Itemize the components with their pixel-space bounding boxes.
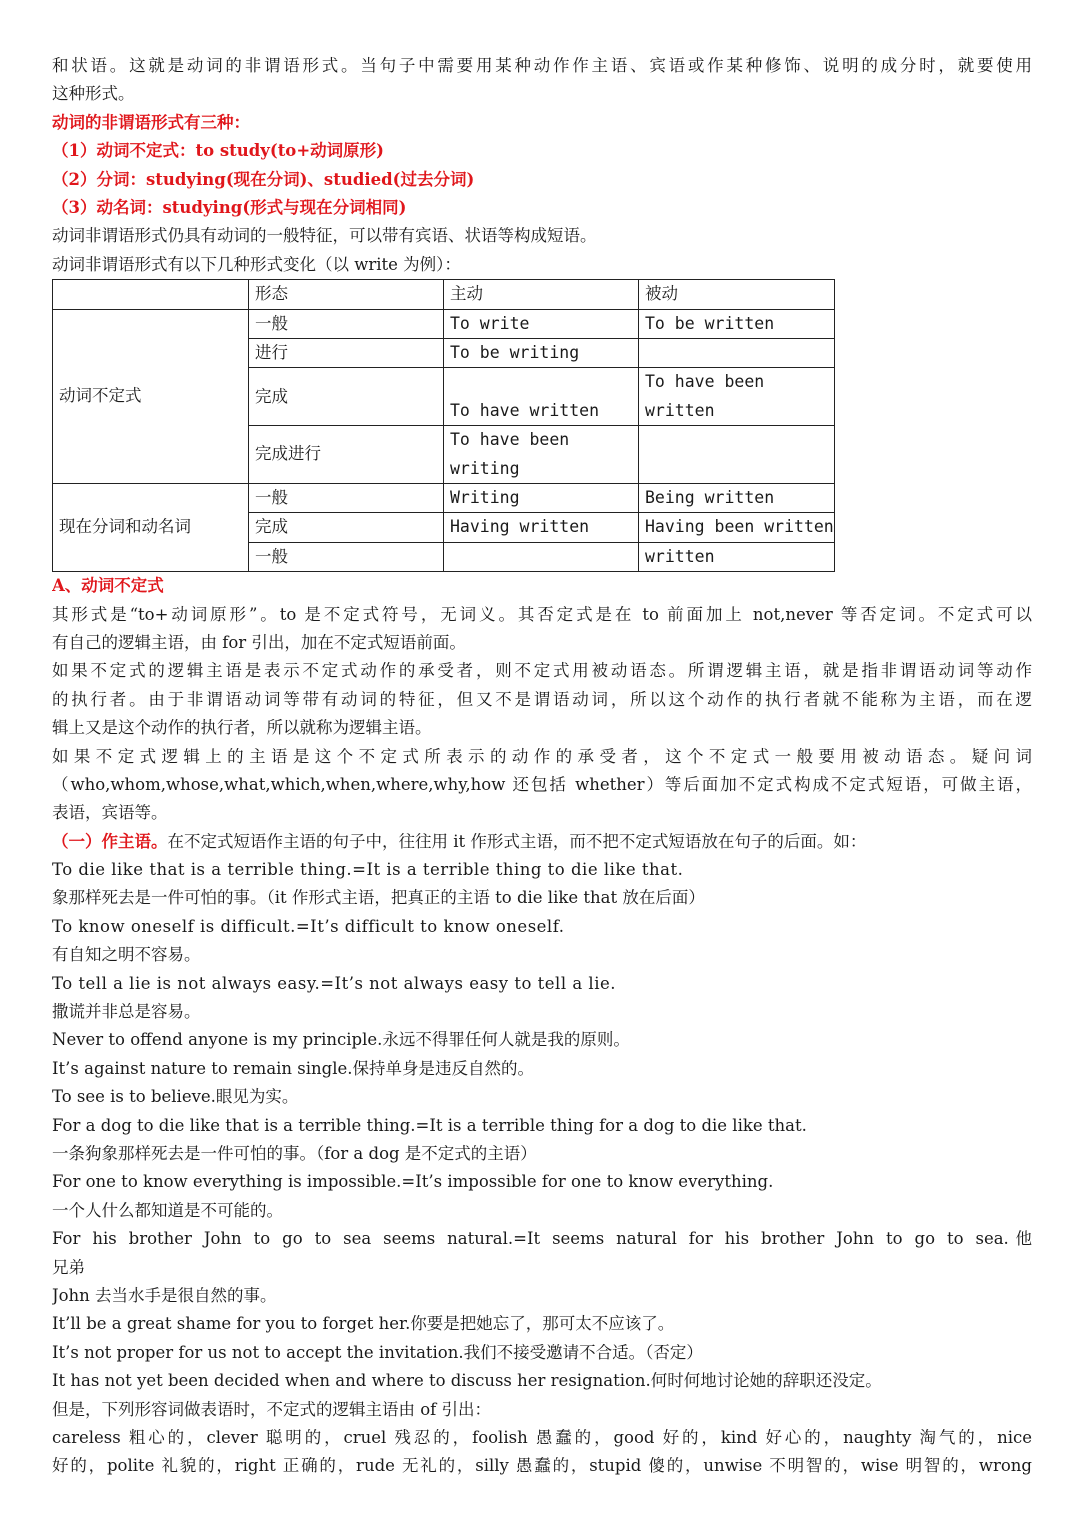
example-line: It’ll be a great shame for you to forget her.你要是把她忘了，那可太不应该了。: [52, 1314, 675, 1334]
table-row: [53, 483, 835, 512]
active-cell-line: writing: [450, 458, 520, 478]
paragraph-line: 如果不定式的逻辑主语是表示不定式动作的承受者，则不定式用被动语态。所谓逻辑主语，就是指非谓语动词等动作: [52, 661, 1032, 681]
form-item: （1）动词不定式：to study(to+动词原形): [52, 141, 384, 161]
example-line: For his brother John to go to sea seems natural.=It seems natural for his brother John to go to sea.他: [52, 1229, 1032, 1249]
verb-forms-table: [52, 279, 835, 572]
group-label-participle: 现在分词和动名词: [53, 483, 249, 571]
active-cell: To be writing: [444, 338, 639, 367]
document-page: [52, 52, 1032, 1481]
example-line: It’s against nature to remain single.保持单身是违反自然的。: [52, 1058, 535, 1078]
passive-cell: Being written: [639, 483, 835, 512]
intro-line: 和状语。这就是动词的非谓语形式。当句子中需要用某种动作作主语、宾语或作某种修饰、说明的成分时，就要使用: [52, 56, 1032, 75]
passive-cell: written: [639, 542, 835, 571]
paragraph-line: （who,whom,whose,what,which,when,where,why,how 还包括 whether）等后面加不定式构成不定式短语，可做主语，: [52, 774, 1032, 794]
features-line: 动词非谓语形式有以下几种形式变化（以 write 为例）：: [52, 254, 461, 274]
paragraph-line: 表语，宾语等。: [52, 803, 168, 823]
form-cell: 一般: [249, 483, 444, 512]
paragraph-line: 有自己的逻辑主语，由 for 引出，加在不定式短语前面。: [52, 632, 466, 652]
example-line: 象那样死去是一件可怕的事。（it 作形式主语，把真正的主语 to die like that 放在后面）: [52, 888, 705, 908]
table-header-cell: 主动: [444, 280, 639, 309]
form-cell: 完成: [249, 368, 444, 426]
passive-cell: Having been written: [639, 513, 835, 542]
form-cell: 进行: [249, 338, 444, 367]
passive-cell: [639, 368, 835, 426]
paragraph-line: 的执行者。由于非谓语动词等带有动词的特征，但又不是谓语动词，所以这个动作的执行者就不能称为主语，而在逻: [52, 689, 1032, 709]
active-cell: Writing: [444, 483, 639, 512]
example-line: For one to know everything is impossible.=It’s impossible for one to know everything.: [52, 1172, 774, 1192]
forms-heading: 动词的非谓语形式有三种：: [52, 112, 250, 132]
example-line: 好的，polite 礼貌的，right 正确的，rude 无礼的，silly 愚蠢的，stupid 傻的，unwise 不明智的，wise 明智的，wrong: [52, 1456, 1032, 1476]
table-header-cell: 形态: [249, 280, 444, 309]
active-cell: To have written: [444, 368, 639, 426]
form-item: （2）分词：studying(现在分词)、studied(过去分词): [52, 169, 475, 189]
example-line: It has not yet been decided when and where to discuss her resignation.何时何地讨论她的辞职还没定。: [52, 1371, 882, 1391]
form-cell: 完成进行: [249, 426, 444, 484]
passive-cell: To be written: [639, 309, 835, 338]
example-line: It’s not proper for us not to accept the invitation.我们不接受邀请不合适。（否定）: [52, 1342, 703, 1362]
example-line: 一条狗象那样死去是一件可怕的事。（for a dog 是不定式的主语）: [52, 1144, 537, 1163]
example-line: 兄弟: [52, 1257, 85, 1277]
active-cell: [444, 542, 639, 571]
form-cell: 一般: [249, 542, 444, 571]
table-header-cell: [53, 280, 249, 309]
example-line: John 去当水手是很自然的事。: [52, 1285, 277, 1305]
example-line: To know oneself is difficult.=It’s difficult to know oneself.: [52, 916, 565, 936]
subsection-line: [52, 828, 1032, 856]
table-header-cell: 被动: [639, 280, 835, 309]
active-cell: To write: [444, 309, 639, 338]
example-line: For a dog to die like that is a terrible thing.=It is a terrible thing for a dog to die like that.: [52, 1115, 807, 1135]
example-line: careless 粗心的，clever 聪明的，cruel 残忍的，foolish 愚蠢的，good 好的，kind 好心的，naughty 淘气的，nice: [52, 1427, 1032, 1447]
example-line: Never to offend anyone is my principle.永远不得罪任何人就是我的原则。: [52, 1030, 630, 1050]
passive-cell-line: written: [645, 400, 715, 420]
example-line: To die like that is a terrible thing.=It is a terrible thing to die like that.: [52, 860, 684, 880]
example-line: 撒谎并非总是容易。: [52, 1002, 201, 1022]
passive-cell: [639, 338, 835, 367]
table-row: [53, 309, 835, 338]
form-cell: 完成: [249, 513, 444, 542]
active-cell: Having written: [444, 513, 639, 542]
example-line: 有自知之明不容易。: [52, 945, 201, 965]
example-line: 但是，下列形容词做表语时，不定式的逻辑主语由 of 引出：: [52, 1399, 492, 1419]
subsection-title: （一）作主语。: [52, 831, 168, 851]
paragraph-line: 如果不定式逻辑上的主语是这个不定式所表示的动作的承受者，这个不定式一般要用被动语态。疑问词: [52, 746, 1032, 766]
example-line: 一个人什么都知道是不可能的。: [52, 1200, 283, 1220]
intro-line: 这种形式。: [52, 84, 135, 104]
form-item: （3）动名词：studying(形式与现在分词相同): [52, 197, 407, 217]
paragraph-line: 辑上又是这个动作的执行者，所以就称为逻辑主语。: [52, 718, 432, 738]
passive-cell-line: To have been: [645, 372, 765, 392]
example-line: To see is to believe.眼见为实。: [52, 1087, 299, 1107]
example-line: To tell a lie is not always easy.=It’s not always easy to tell a lie.: [52, 973, 616, 993]
subsection-text: 在不定式短语作主语的句子中，往往用 it 作形式主语，而不把不定式短语放在句子的后面。如：: [167, 831, 867, 851]
form-cell: 一般: [249, 309, 444, 338]
active-cell: [444, 426, 639, 484]
paragraph-line: 其形式是“to+动词原形”。to 是不定式符号，无词义。其否定式是在 to 前面加上 not,never 等否定词。不定式可以: [52, 604, 1032, 624]
passive-cell: [639, 426, 835, 484]
active-cell-line: To have been: [450, 430, 570, 450]
section-heading: A、动词不定式: [52, 576, 164, 596]
table-header-row: [53, 280, 835, 309]
features-line: 动词非谓语形式仍具有动词的一般特征，可以带有宾语、状语等构成短语。: [52, 226, 597, 246]
group-label-infinitive: 动词不定式: [53, 309, 249, 483]
